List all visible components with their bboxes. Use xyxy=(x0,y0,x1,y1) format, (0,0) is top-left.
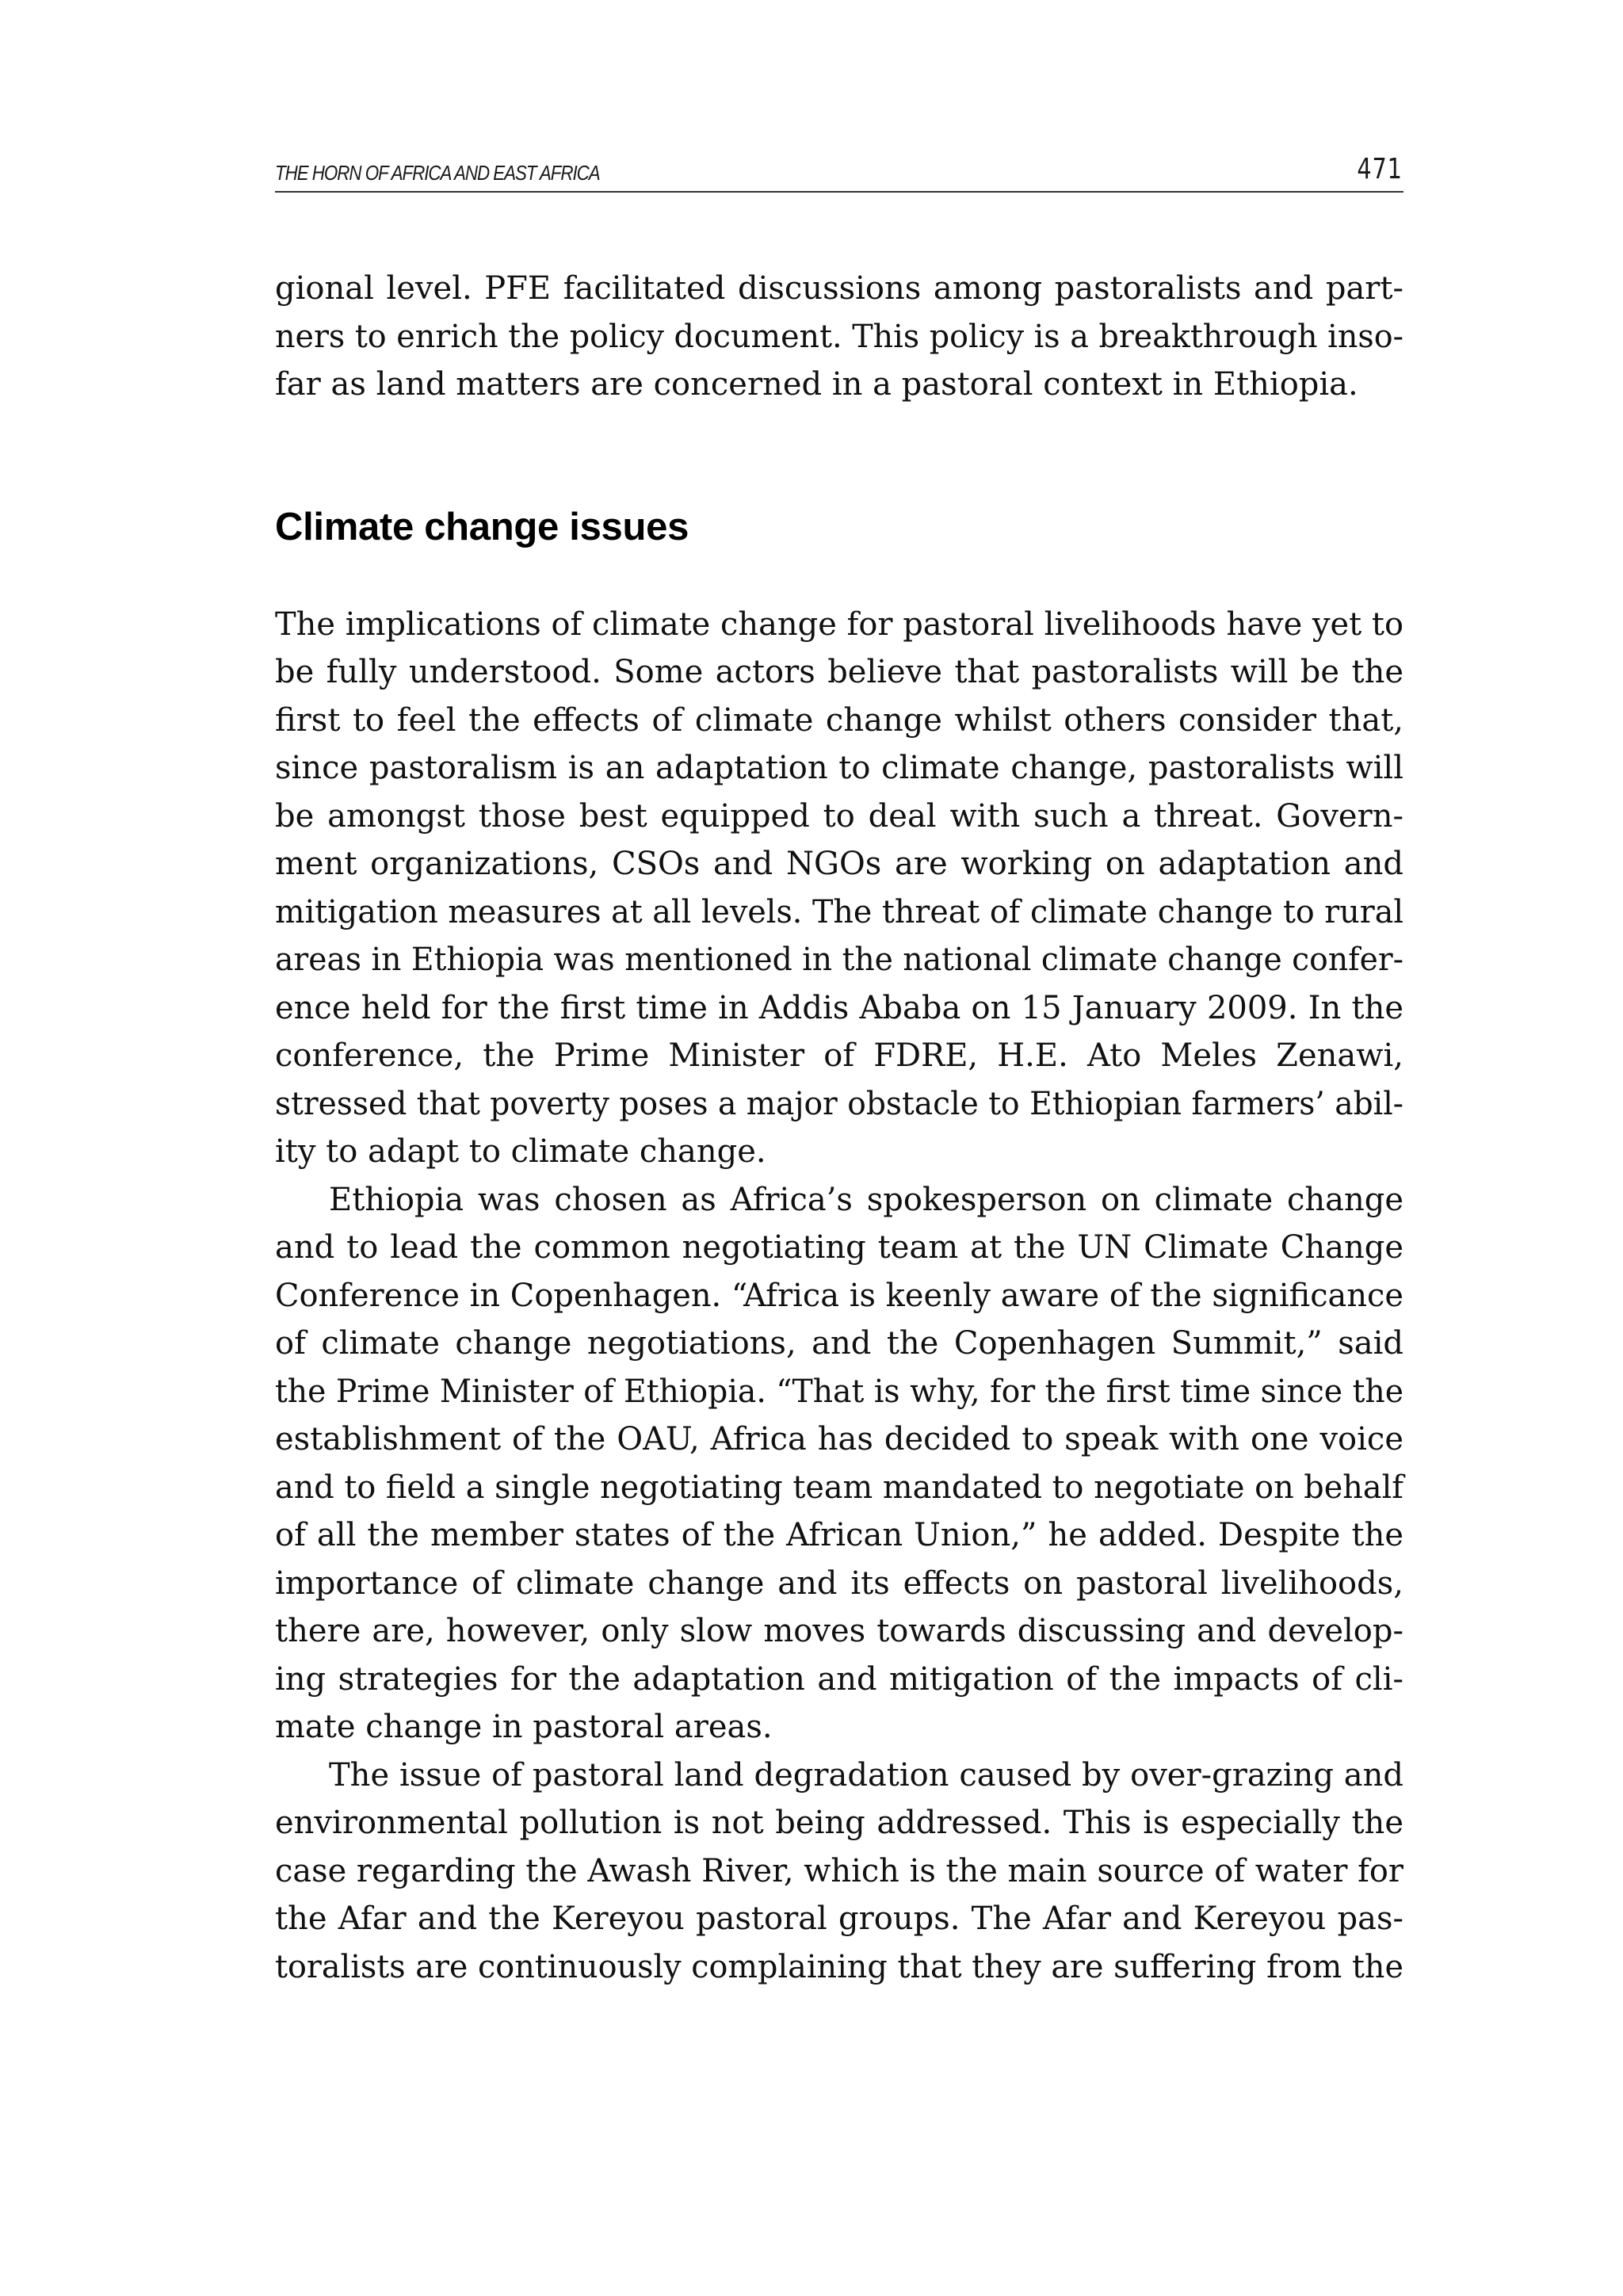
text-line: and to field a single negotiating team mandated to negotiate on behalf xyxy=(275,1469,1403,1506)
text-line: of all the member states of the African Union,” he added. Despite the xyxy=(275,1517,1403,1553)
text-line: there are, however, only slow moves towards discussing and develop- xyxy=(275,1613,1403,1649)
text-line: the Afar and the Kereyou pastoral groups. The Afar and Kereyou pas- xyxy=(275,1901,1403,1937)
text-line: Ethiopia was chosen as Africa’s spokesperson on climate change xyxy=(329,1182,1403,1218)
running-head-title: THE HORN OF AFRICA AND EAST AFRICA xyxy=(275,161,600,185)
text-line: since pastoralism is an adaptation to climate change, pastoralists will xyxy=(275,750,1403,786)
text-line: conference, the Prime Minister of FDRE, H.E. Ato Meles Zenawi, xyxy=(275,1037,1403,1074)
text-line: ence held for the first time in Addis Ababa on 15 January 2009. In the xyxy=(275,990,1403,1026)
text-line: Conference in Copenhagen. “Africa is keenly aware of the significance xyxy=(275,1278,1403,1314)
text-line: be fully understood. Some actors believe that pastoralists will be the xyxy=(275,654,1403,690)
text-line: ing strategies for the adaptation and mitigation of the impacts of cli- xyxy=(275,1661,1403,1698)
text-line: case regarding the Awash River, which is the main source of water for xyxy=(275,1853,1403,1889)
section-heading: Climate change issues xyxy=(275,506,689,548)
text-line: first to feel the effects of climate change whilst others consider that, xyxy=(275,702,1403,739)
text-line: and to lead the common negotiating team at the UN Climate Change xyxy=(275,1229,1403,1266)
text-line: toralists are continuously complaining that they are suffering from the xyxy=(275,1949,1403,1985)
text-line: the Prime Minister of Ethiopia. “That is why, for the first time since the xyxy=(275,1373,1403,1410)
text-line: of climate change negotiations, and the Copenhagen Summit,” said xyxy=(275,1325,1403,1362)
text-line: areas in Ethiopia was mentioned in the national climate change confer- xyxy=(275,942,1403,978)
page-number: 471 xyxy=(1357,153,1403,185)
text-line: mate change in pastoral areas. xyxy=(275,1709,773,1745)
text-line: ners to enrich the policy document. This policy is a breakthrough inso- xyxy=(275,319,1403,355)
text-line: The issue of pastoral land degradation caused by over-grazing and xyxy=(329,1757,1403,1794)
text-line: mitigation measures at all levels. The threat of climate change to rural xyxy=(275,894,1403,930)
text-line: stressed that poverty poses a major obstacle to Ethiopian farmers’ abil- xyxy=(275,1086,1403,1122)
header-rule-divider xyxy=(275,191,1403,193)
text-line: far as land matters are concerned in a pastoral context in Ethiopia. xyxy=(275,366,1358,403)
text-line: be amongst those best equipped to deal with such a threat. Govern- xyxy=(275,798,1403,835)
text-line: establishment of the OAU, Africa has decided to speak with one voice xyxy=(275,1421,1403,1457)
text-line: ity to adapt to climate change. xyxy=(275,1133,766,1170)
text-line: The implications of climate change for pastoral livelihoods have yet to xyxy=(275,606,1403,643)
text-line: ment organizations, CSOs and NGOs are working on adaptation and xyxy=(275,846,1403,882)
text-line: gional level. PFE facilitated discussions among pastoralists and part- xyxy=(275,270,1403,307)
text-line: environmental pollution is not being addressed. This is especially the xyxy=(275,1805,1403,1841)
text-line: importance of climate change and its effects on pastoral livelihoods, xyxy=(275,1565,1403,1602)
